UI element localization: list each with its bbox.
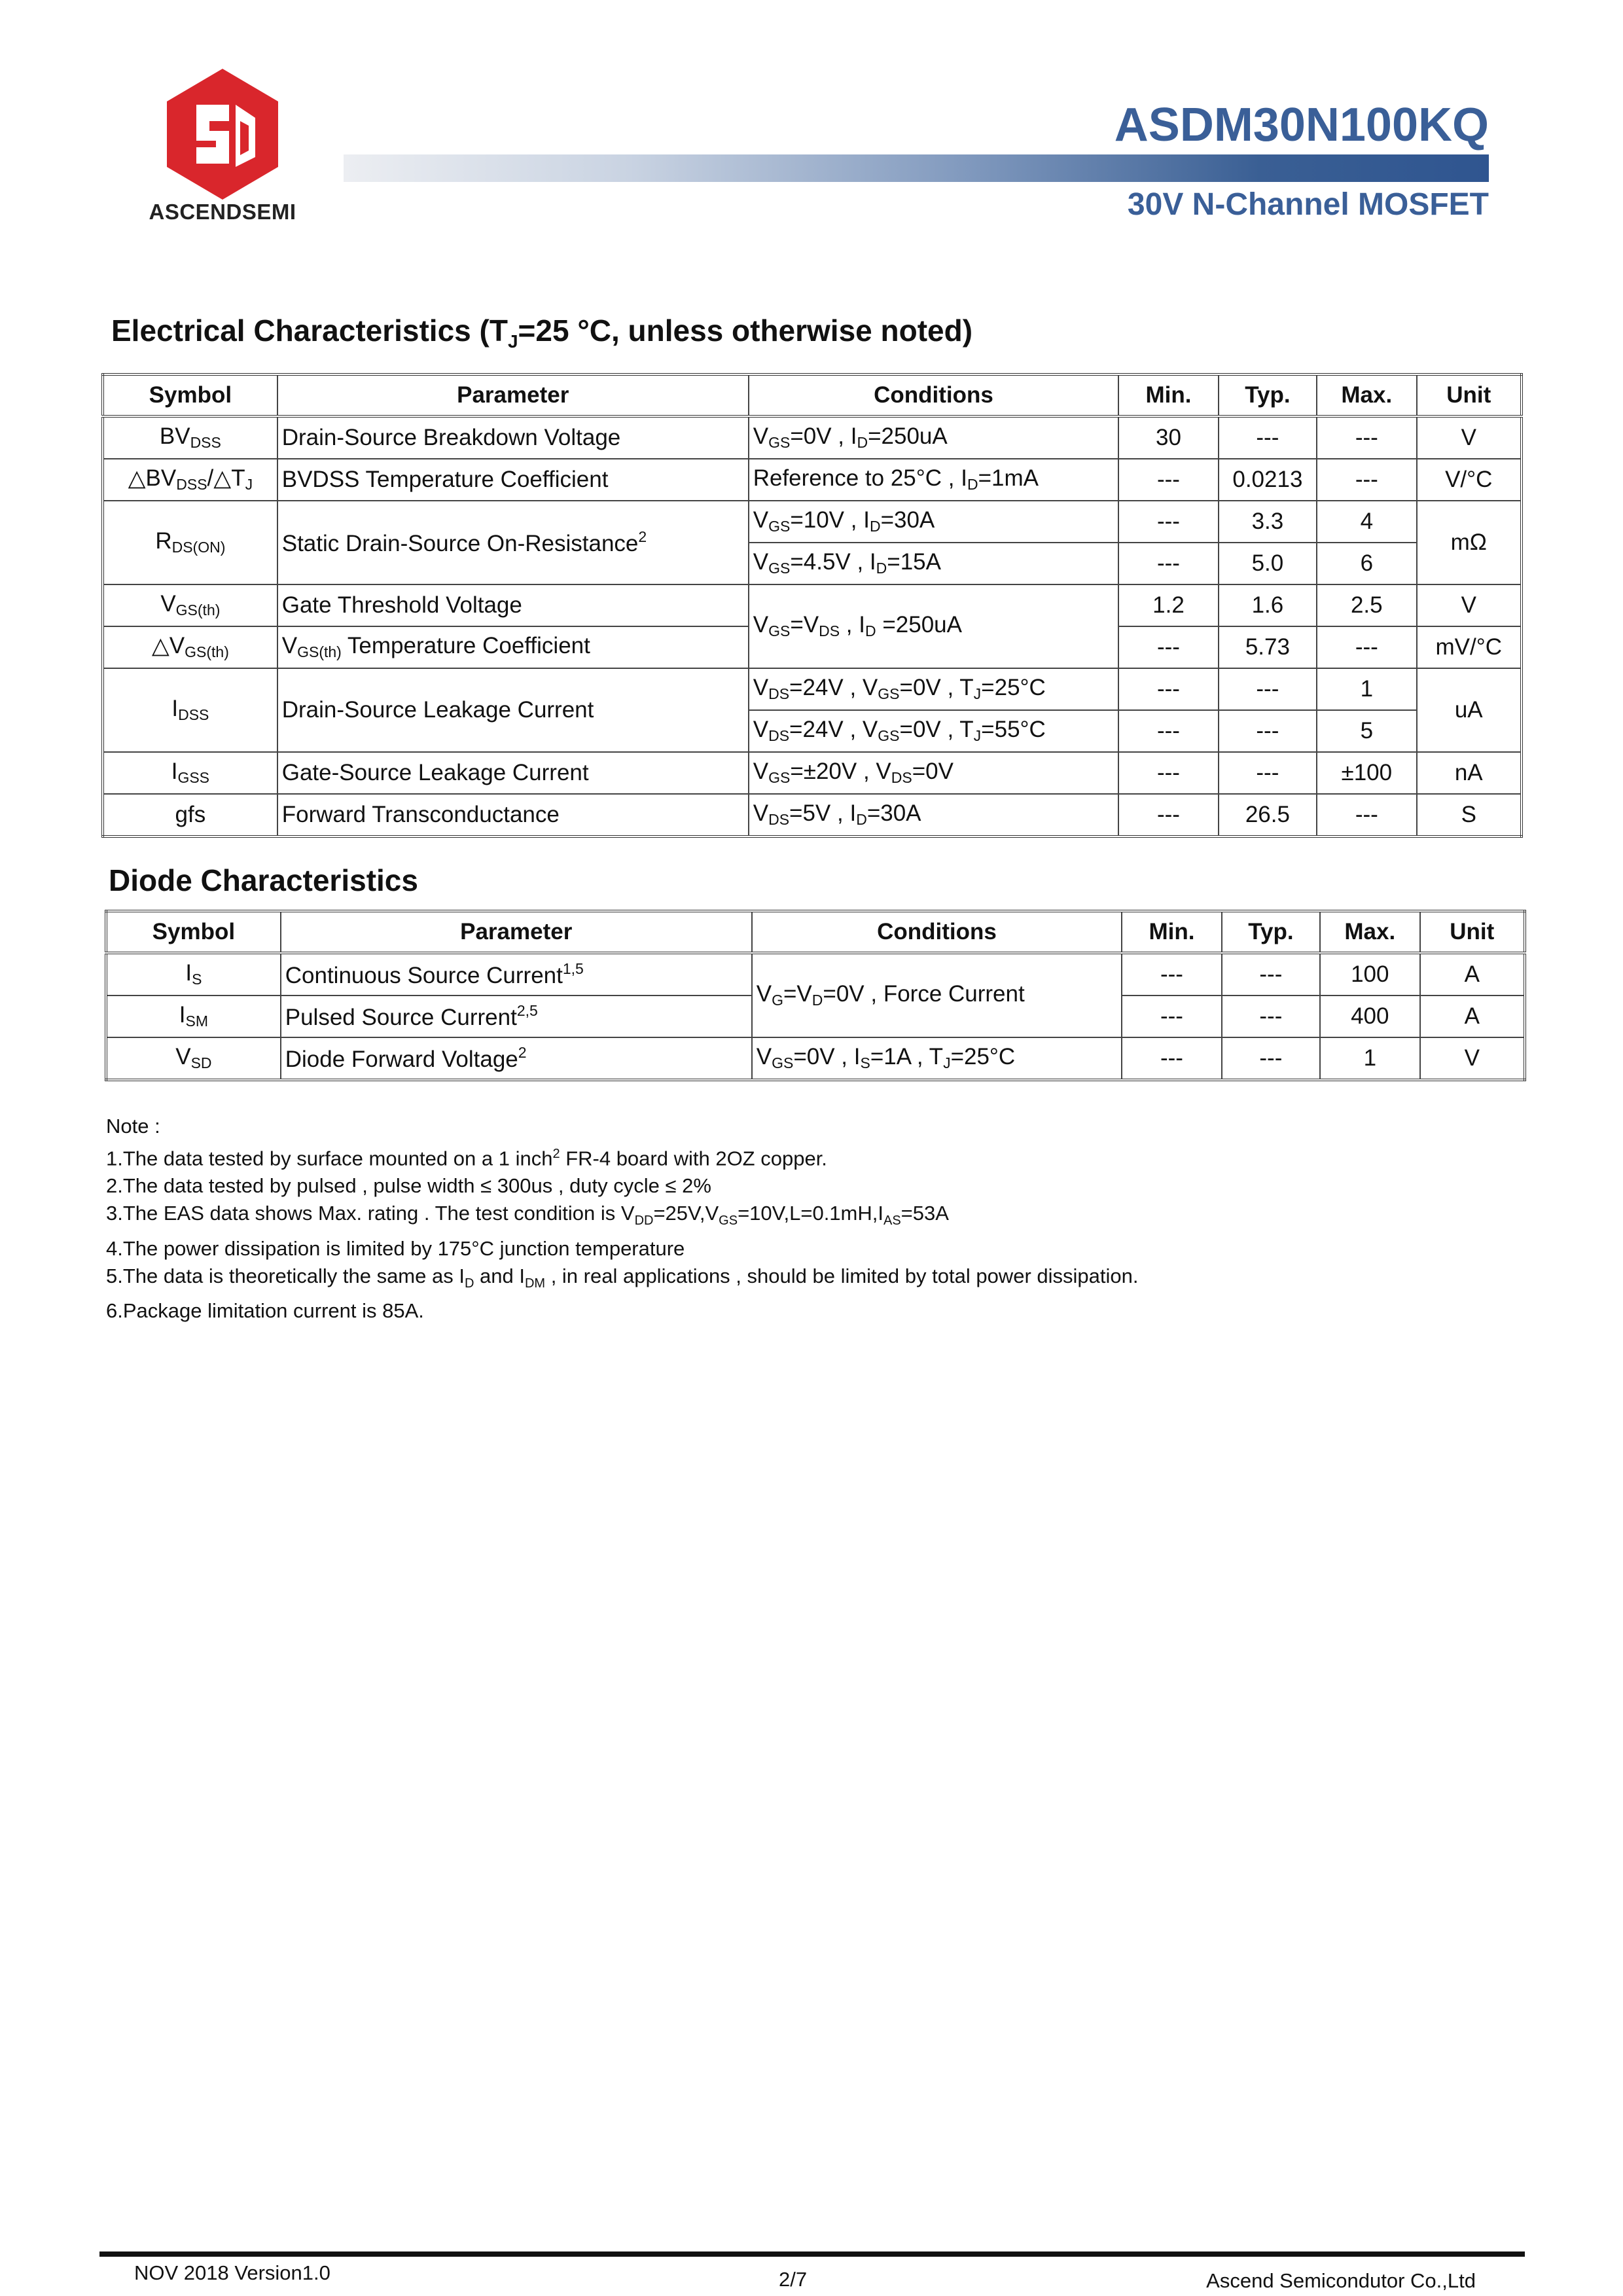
symbol-cell: $V_{SD}$	[106, 1037, 281, 1080]
min-cell: ---	[1118, 459, 1218, 501]
typ-cell: 5.0	[1219, 543, 1317, 584]
table-row	[106, 953, 1525, 996]
note-5: 5.The data is theoretically the same as $I_D$ and $I_{DM}$ , in real applications , should be limited by total power dissipation.	[106, 1264, 1139, 1291]
max-cell: 1	[1320, 1037, 1419, 1080]
table-row	[103, 668, 1522, 710]
conditions-cell: $V_{DS}=24V$ , $V_{GS}=0V$ , $T_J=55^\circ C$	[749, 710, 1119, 752]
typ-cell: 26.5	[1219, 794, 1317, 836]
footer-page-number: 2/7	[779, 2268, 808, 2291]
typ-cell: ---	[1219, 416, 1317, 459]
unit-cell: V	[1417, 416, 1522, 459]
typ-cell: 5.73	[1219, 626, 1317, 668]
parameter-cell: Diode Forward Voltage$^2$	[281, 1037, 752, 1080]
conditions-cell: $V_{GS}=\pm 20V$ , $V_{DS}=0V$	[749, 752, 1119, 794]
max-cell: ---	[1317, 626, 1416, 668]
table-row	[103, 459, 1522, 501]
footer-divider	[99, 2251, 1525, 2257]
symbol-cell: $R_{DS(ON)}$	[103, 501, 277, 584]
min-cell: ---	[1122, 953, 1221, 996]
min-cell: ---	[1122, 1037, 1221, 1080]
table-row	[103, 584, 1522, 626]
max-cell: ---	[1317, 459, 1416, 501]
min-cell: ---	[1118, 794, 1218, 836]
conditions-cell: $V_{GS}=0V$ , $I_S=1A$ , $T_J=25^\circ C$	[752, 1037, 1122, 1080]
diode-section-title: Diode Characteristics	[109, 863, 418, 897]
parameter-cell: Forward Transconductance	[277, 794, 749, 836]
unit-cell: mV/°C	[1417, 626, 1522, 668]
max-cell: 6	[1317, 543, 1416, 584]
note-6: 6.Package limitation current is 85A.	[106, 1299, 424, 1322]
table-row	[103, 752, 1522, 794]
unit-cell: V	[1417, 584, 1522, 626]
company-logo	[131, 65, 314, 229]
unit-cell: V/°C	[1417, 459, 1522, 501]
min-cell: ---	[1118, 543, 1218, 584]
parameter-cell: Gate Threshold Voltage	[277, 584, 749, 626]
conditions-cell: $V_{GS}=10V$ , $I_D=30A$	[749, 501, 1119, 543]
min-cell: ---	[1118, 710, 1218, 752]
conditions-cell: Reference to 25°C , $I_D=1mA$	[749, 459, 1119, 501]
header-unit: Unit	[1417, 374, 1522, 416]
parameter-cell: Gate-Source Leakage Current	[277, 752, 749, 794]
notes-block	[106, 1113, 1138, 1325]
symbol-cell: gfs	[103, 794, 277, 836]
footer-company: Ascend Semicondutor Co.,Ltd	[1206, 2269, 1476, 2292]
max-cell: 2.5	[1317, 584, 1416, 626]
unit-cell: mΩ	[1417, 501, 1522, 584]
header-max: Max.	[1320, 911, 1419, 953]
parameter-cell: Drain-Source Breakdown Voltage	[277, 416, 749, 459]
table-row	[106, 1037, 1525, 1080]
unit-cell: V	[1420, 1037, 1525, 1080]
header-unit: Unit	[1420, 911, 1525, 953]
notes-heading: Note :	[106, 1115, 160, 1138]
table-row	[103, 794, 1522, 836]
typ-cell: ---	[1222, 1037, 1320, 1080]
header-gradient-bar	[344, 154, 1489, 182]
header-symbol: Symbol	[103, 374, 277, 416]
typ-cell: 1.6	[1219, 584, 1317, 626]
typ-cell: 0.0213	[1219, 459, 1317, 501]
min-cell: 1.2	[1118, 584, 1218, 626]
typ-cell: ---	[1219, 752, 1317, 794]
symbol-cell: $\triangle BV_{DSS}/\triangle T_J$	[103, 459, 277, 501]
parameter-cell: $V_{GS(th)}$ Temperature Coefficient	[277, 626, 749, 668]
note-3: 3.The EAS data shows Max. rating . The test condition is $V_{DD}=25V,V_{GS}=10V,L=0.1mH,I_{AS}=53A$	[106, 1202, 949, 1229]
header-conditions: Conditions	[752, 911, 1122, 953]
conditions-cell: $V_{GS}=4.5V$ , $I_D=15A$	[749, 543, 1119, 584]
max-cell: 400	[1320, 996, 1419, 1037]
conditions-cell: $V_{DS}=24V$ , $V_{GS}=0V$ , $T_J=25^\circ C$	[749, 668, 1119, 710]
product-subtitle: 30V N-Channel MOSFET	[1127, 187, 1489, 222]
conditions-cell: $V_{GS}=0V$ , $I_D=250uA$	[749, 416, 1119, 459]
min-cell: ---	[1118, 752, 1218, 794]
part-number: ASDM30N100KQ	[1114, 99, 1489, 151]
symbol-cell: $\triangle V_{GS(th)}$	[103, 626, 277, 668]
header-typ: Typ.	[1222, 911, 1320, 953]
symbol-cell: $I_{GSS}$	[103, 752, 277, 794]
conditions-cell: $V_{DS}=5V$ , $I_D=30A$	[749, 794, 1119, 836]
symbol-cell: $BV_{DSS}$	[103, 416, 277, 459]
symbol-cell: $I_{SM}$	[106, 996, 281, 1037]
typ-cell: ---	[1219, 710, 1317, 752]
conditions-cell: $V_{GS}=V_{DS}$ , $I_D =250uA$	[749, 584, 1119, 668]
max-cell: 5	[1317, 710, 1416, 752]
header-max: Max.	[1317, 374, 1416, 416]
electrical-characteristics-table	[101, 373, 1523, 838]
unit-cell: A	[1420, 996, 1525, 1037]
max-cell: 100	[1320, 953, 1419, 996]
min-cell: ---	[1118, 501, 1218, 543]
parameter-cell: Static Drain-Source On-Resistance$^2$	[277, 501, 749, 584]
unit-cell: nA	[1417, 752, 1522, 794]
header-typ: Typ.	[1219, 374, 1317, 416]
table-row	[103, 416, 1522, 459]
parameter-cell: Pulsed Source Current$^{2,5}$	[281, 996, 752, 1037]
note-2: 2.The data tested by pulsed , pulse width ≤ 300us , duty cycle ≤ 2%	[106, 1174, 711, 1198]
electrical-section-title: Electrical Characteristics ($T_J=25$ °C, unless otherwise noted)	[111, 314, 973, 352]
parameter-cell: Continuous Source Current$^{1,5}$	[281, 953, 752, 996]
unit-cell: uA	[1417, 668, 1522, 752]
max-cell: 4	[1317, 501, 1416, 543]
symbol-cell: $I_{DSS}$	[103, 668, 277, 752]
parameter-cell: Drain-Source Leakage Current	[277, 668, 749, 752]
note-4: 4.The power dissipation is limited by 175°C junction temperature	[106, 1236, 685, 1260]
min-cell: ---	[1122, 996, 1221, 1037]
footer-version: NOV 2018 Version1.0	[134, 2261, 330, 2284]
unit-cell: S	[1417, 794, 1522, 836]
min-cell: 30	[1118, 416, 1218, 459]
table-header-row	[106, 911, 1525, 953]
typ-cell: ---	[1222, 996, 1320, 1037]
typ-cell: ---	[1222, 953, 1320, 996]
typ-cell: 3.3	[1219, 501, 1317, 543]
min-cell: ---	[1118, 668, 1218, 710]
max-cell: 1	[1317, 668, 1416, 710]
note-1: 1.The data tested by surface mounted on a 1 inch$^2$ FR-4 board with 2OZ copper.	[106, 1147, 827, 1170]
min-cell: ---	[1118, 626, 1218, 668]
header-min: Min.	[1118, 374, 1218, 416]
header-conditions: Conditions	[749, 374, 1119, 416]
max-cell: ±100	[1317, 752, 1416, 794]
symbol-cell: $I_S$	[106, 953, 281, 996]
diode-characteristics-table	[105, 910, 1526, 1081]
table-row	[103, 501, 1522, 543]
logo-text: ASCENDSEMI	[149, 200, 296, 224]
conditions-cell: $V_G=V_D=0V$ , Force Current	[752, 953, 1122, 1037]
header-min: Min.	[1122, 911, 1221, 953]
typ-cell: ---	[1219, 668, 1317, 710]
header-parameter: Parameter	[281, 911, 752, 953]
header-parameter: Parameter	[277, 374, 749, 416]
table-header-row	[103, 374, 1522, 416]
parameter-cell: BVDSS Temperature Coefficient	[277, 459, 749, 501]
ascendsemi-logo-icon	[157, 65, 288, 203]
header-symbol: Symbol	[106, 911, 281, 953]
max-cell: ---	[1317, 416, 1416, 459]
symbol-cell: $V_{GS(th)}$	[103, 584, 277, 626]
unit-cell: A	[1420, 953, 1525, 996]
max-cell: ---	[1317, 794, 1416, 836]
